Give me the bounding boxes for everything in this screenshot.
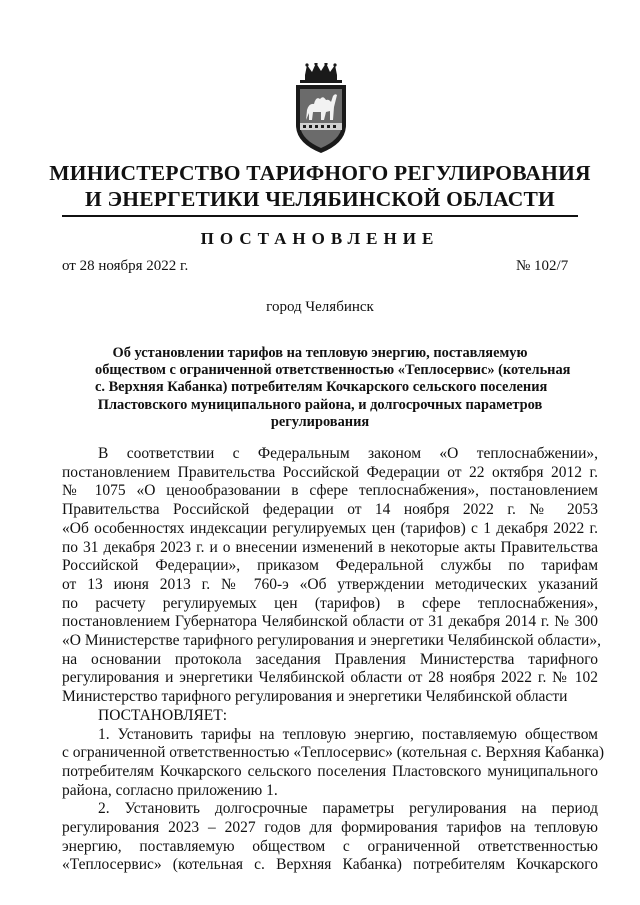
body-line: Российской Федерации», приказом Федеральной службы по тарифам xyxy=(62,557,598,575)
body-line: по расчету регулируемых цен (тарифов) в сфере теплоснабжения», xyxy=(62,594,598,612)
document-body xyxy=(62,445,605,875)
title-line: Об установлении тарифов на тепловую энергию, поставляемую xyxy=(112,345,528,361)
body-line: «Теплосервис» (котельная с. Верхняя Кабанка) потребителям Кочкарского xyxy=(62,856,598,874)
body-line: Министерство тарифного регулирования и энергетики Челябинской области xyxy=(62,688,568,706)
document-title xyxy=(95,345,571,431)
document-city: город Челябинск xyxy=(266,299,374,315)
body-line: от 13 июня 2013 г. № 760-э «Об утверждении методических указаний xyxy=(62,575,598,593)
body-line: 1. Установить тарифы на тепловую энергию, поставляемую обществом xyxy=(98,725,598,743)
body-line: энергию, поставляемую обществом с ограниченной ответственностью xyxy=(62,837,598,855)
body-line: регулирования и энергетики Челябинской области от 28 ноября 2022 г. № 102 xyxy=(62,669,598,687)
body-line: Правительства Российской федерации от 14 ноября 2022 г. № 2053 xyxy=(62,501,598,519)
title-line: обществом с ограниченной ответственностью «Теплосервис» (котельная xyxy=(95,362,571,379)
document-type-heading: ПОСТАНОВЛЕНИЕ xyxy=(200,229,440,248)
body-line: района, согласно приложению 1. xyxy=(62,781,278,799)
body-line: по 31 декабря 2023 г. и о внесении изменений в некоторые акты Правительства xyxy=(62,538,598,556)
body-line: регулирования 2023 – 2027 годов для формирования тарифов на тепловую xyxy=(62,819,598,837)
document-date: от 28 ноября 2022 г. xyxy=(62,258,189,274)
body-line: на основании протокола заседания Правления Министерства тарифного xyxy=(62,650,598,668)
coat-of-arms-icon xyxy=(291,63,351,155)
ministry-name-line2: И ЭНЕРГЕТИКИ ЧЕЛЯБИНСКОЙ ОБЛАСТИ xyxy=(85,187,555,211)
body-line: постановлением Губернатора Челябинской области от 31 декабря 2014 г. № 300 xyxy=(62,613,598,631)
title-line: с. Верхняя Кабанка) потребителям Кочкарского сельского поселения xyxy=(95,379,548,396)
title-line: Пластовского муниципального района, и долгосрочных параметров xyxy=(97,396,543,413)
body-line: № 1075 «О ценообразовании в сфере теплоснабжения», постановлением xyxy=(62,482,598,500)
body-line: 2. Установить долгосрочные параметры регулирования на период xyxy=(98,800,598,818)
ministry-name-line1: МИНИСТЕРСТВО ТАРИФНОГО РЕГУЛИРОВАНИЯ xyxy=(49,161,591,185)
body-line: «О Министерстве тарифного регулирования и энергетики Челябинской области», xyxy=(62,632,601,650)
header-divider xyxy=(62,215,578,217)
body-line: В соответствии с Федеральным законом «О теплоснабжении», xyxy=(98,445,598,462)
body-line: постановлением Правительства Российской Федерации от 22 октября 2012 г. xyxy=(62,463,598,481)
body-line: потребителям Кочкарского сельского поселения Пластовского муниципального xyxy=(62,762,598,780)
body-line: ПОСТАНОВЛЯЕТ: xyxy=(98,706,228,724)
document-number: № 102/7 xyxy=(516,258,569,274)
body-line: с ограниченной ответственностью «Теплосервис» (котельная с. Верхняя Кабанка) xyxy=(62,744,605,762)
body-line: «Об особенностях индексации регулируемых цен (тарифов) с 1 декабря 2022 г. xyxy=(62,519,598,537)
title-line: регулирования xyxy=(270,413,370,430)
